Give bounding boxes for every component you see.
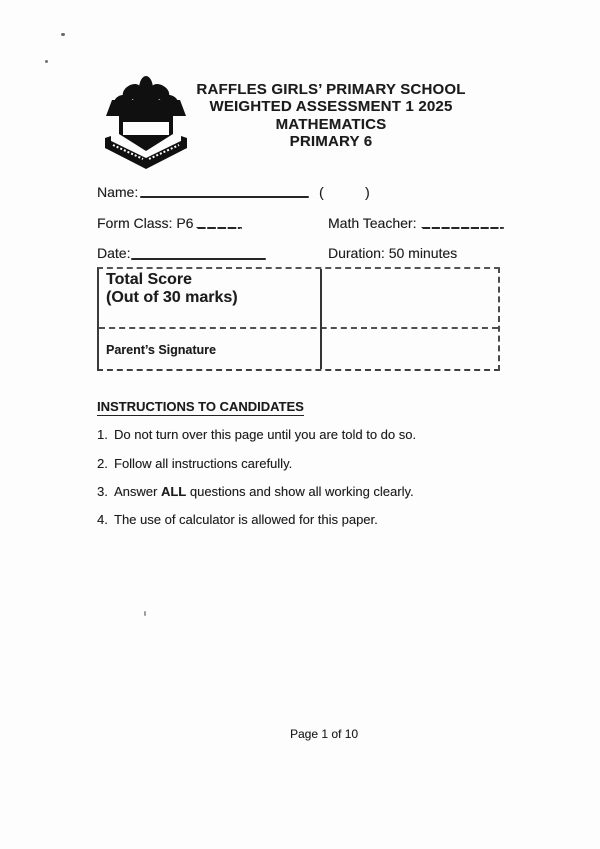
score-table-column-divider bbox=[320, 269, 322, 369]
school-crest-icon bbox=[103, 76, 189, 173]
register-number-close-paren: ) bbox=[365, 184, 370, 200]
level-title: PRIMARY 6 bbox=[289, 132, 373, 150]
instruction-number: 1. bbox=[97, 427, 108, 442]
instruction-item-1 bbox=[97, 427, 416, 442]
instruction-item-4 bbox=[97, 512, 378, 527]
register-number-open-paren: ( bbox=[319, 184, 324, 200]
instruction-number: 3. bbox=[97, 484, 108, 499]
total-score-label bbox=[106, 271, 238, 307]
math-teacher-label: Math Teacher: bbox=[328, 215, 417, 231]
instruction-item-2 bbox=[97, 456, 292, 471]
duration-text: Duration: 50 minutes bbox=[328, 245, 458, 261]
instruction-number: 2. bbox=[97, 456, 108, 471]
score-table bbox=[97, 267, 500, 371]
date-blank-line bbox=[131, 258, 266, 260]
instruction-text: Follow all instructions carefully. bbox=[114, 456, 293, 471]
math-teacher-blank-line bbox=[421, 227, 504, 229]
instruction-text: The use of calculator is allowed for this paper. bbox=[114, 512, 378, 527]
instructions-heading: INSTRUCTIONS TO CANDIDATES bbox=[97, 399, 304, 414]
name-label: Name: bbox=[97, 184, 139, 200]
assessment-title: WEIGHTED ASSESSMENT 1 2025 bbox=[209, 98, 453, 116]
total-score-title: Total Score bbox=[106, 271, 192, 288]
page-number: Page 1 of 10 bbox=[290, 727, 359, 741]
name-blank-line bbox=[140, 196, 309, 198]
instruction-item-3 bbox=[97, 484, 414, 499]
form-class-blank-line bbox=[196, 227, 242, 229]
instruction-number: 4. bbox=[97, 512, 108, 527]
scan-speck bbox=[61, 33, 65, 36]
scan-speck bbox=[45, 60, 48, 63]
date-label: Date: bbox=[97, 245, 131, 261]
subject-title: MATHEMATICS bbox=[275, 115, 387, 133]
parent-signature-label: Parent’s Signature bbox=[106, 343, 216, 357]
total-score-subtitle: (Out of 30 marks) bbox=[106, 289, 238, 306]
score-table-row-divider bbox=[99, 327, 498, 329]
exam-title-block bbox=[190, 81, 472, 150]
form-class-label: Form Class: P6 bbox=[97, 215, 194, 231]
school-name: RAFFLES GIRLS’ PRIMARY SCHOOL bbox=[196, 81, 466, 98]
instruction-text: Answer ALL questions and show all working clearly. bbox=[114, 484, 414, 499]
instruction-text: Do not turn over this page until you are told to do so. bbox=[114, 427, 417, 442]
scan-speck bbox=[144, 611, 146, 616]
